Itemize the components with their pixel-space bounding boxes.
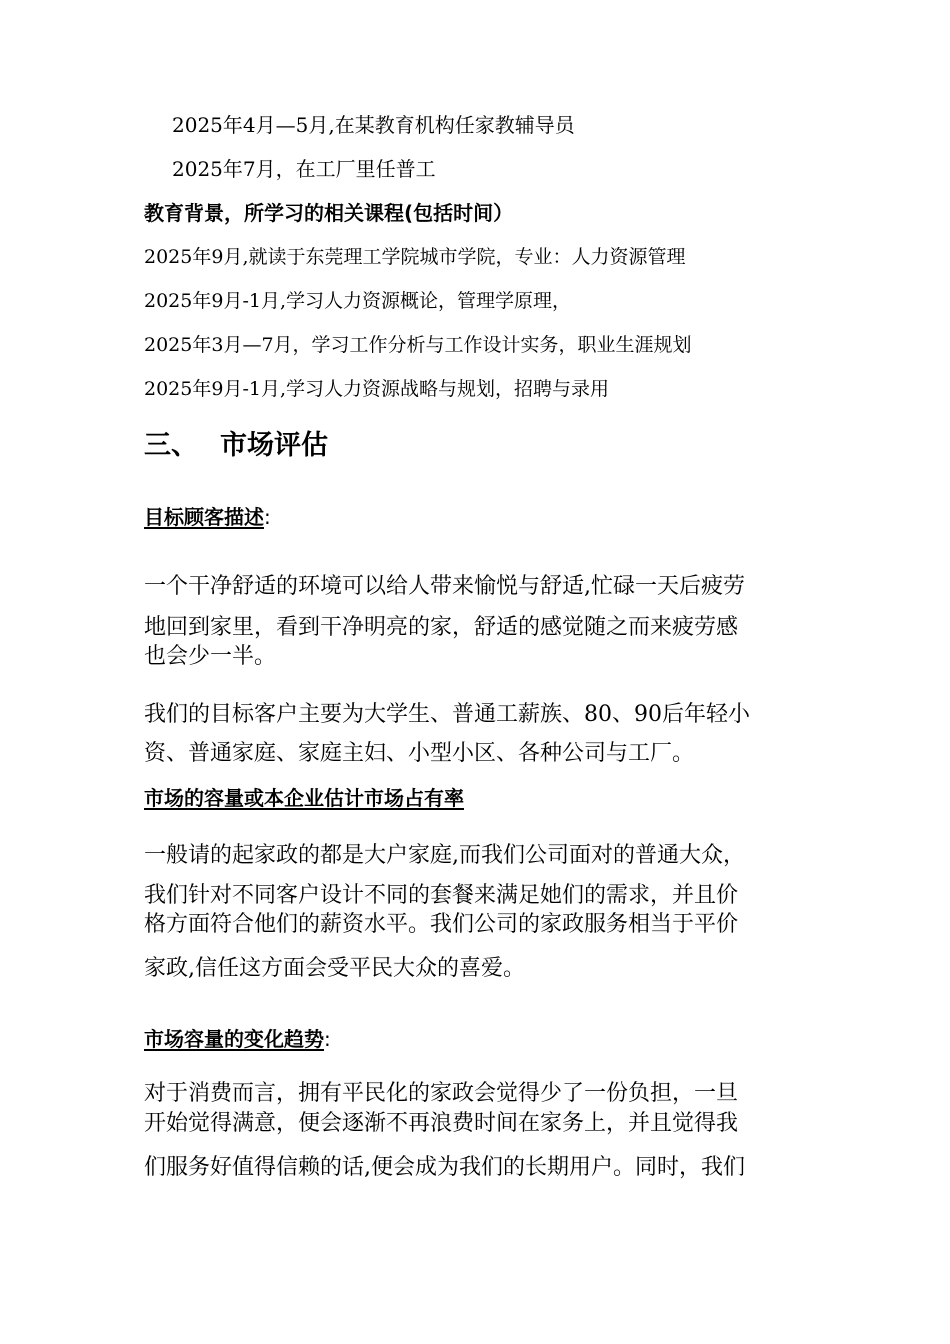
market-trend-line-2: 开始觉得满意，便会逐渐不再浪费时间在家务上，并且觉得我 xyxy=(144,1111,739,1136)
section-title: 市场评估 xyxy=(220,430,328,461)
market-share-heading xyxy=(144,786,464,810)
target-customers-line-5: 资、普通家庭、家庭主妇、小型小区、各种公司与工厂。 xyxy=(144,741,695,766)
education-item-3: 2025年3月—7月，学习工作分析与工作设计实务，职业生涯规划 xyxy=(144,334,692,356)
market-share-line-3: 格方面符合他们的薪资水平。我们公司的家政服务相当于平价 xyxy=(144,912,739,937)
market-share-heading-text: 市场的容量或本企业估计市场占有率 xyxy=(144,786,464,810)
education-item-4: 2025年9月-1月,学习人力资源战略与规划，招聘与录用 xyxy=(144,378,609,400)
market-trend-heading-text: 市场容量的变化趋势 xyxy=(144,1027,324,1051)
market-trend-line-1: 对于消费而言，拥有平民化的家政会觉得少了一份负担，一旦 xyxy=(144,1081,739,1106)
work-experience-line-2: 2025年7月，在工厂里任普工 xyxy=(172,157,436,181)
market-trend-heading-colon: : xyxy=(324,1027,331,1051)
target-customers-line-3: 也会少一半。 xyxy=(144,644,277,669)
target-customers-line-4: 我们的目标客户主要为大学生、普通工薪族、80、90后年轻小 xyxy=(144,702,750,727)
education-item-2: 2025年9月-1月,学习人力资源概论，管理学原理， xyxy=(144,290,571,312)
target-customers-heading-colon: : xyxy=(264,505,271,529)
market-trend-line-3: 们服务好值得信赖的话,便会成为我们的长期用户。同时，我们 xyxy=(144,1155,745,1180)
section-heading xyxy=(144,430,328,462)
market-share-line-4: 家政,信任这方面会受平民大众的喜爱。 xyxy=(144,956,525,981)
education-heading: 教育背景，所学习的相关课程(包括时间） xyxy=(144,201,514,225)
work-experience-line-1: 2025年4月—5月,在某教育机构任家教辅导员 xyxy=(172,113,575,137)
education-item-1: 2025年9月,就读于东莞理工学院城市学院，专业：人力资源管理 xyxy=(144,246,686,268)
market-share-line-2: 我们针对不同客户设计不同的套餐来满足她们的需求，并且价 xyxy=(144,883,739,908)
market-trend-heading xyxy=(144,1027,331,1051)
target-customers-line-2: 地回到家里，看到干净明亮的家，舒适的感觉随之而来疲劳感 xyxy=(144,615,739,640)
market-share-line-1: 一般请的起家政的都是大户家庭,而我们公司面对的普通大众， xyxy=(144,843,745,868)
target-customers-heading xyxy=(144,505,271,529)
section-number: 三、 xyxy=(144,430,198,461)
target-customers-line-1: 一个干净舒适的环境可以给人带来愉悦与舒适,忙碌一天后疲劳 xyxy=(144,574,745,599)
target-customers-heading-text: 目标顾客描述 xyxy=(144,505,264,529)
